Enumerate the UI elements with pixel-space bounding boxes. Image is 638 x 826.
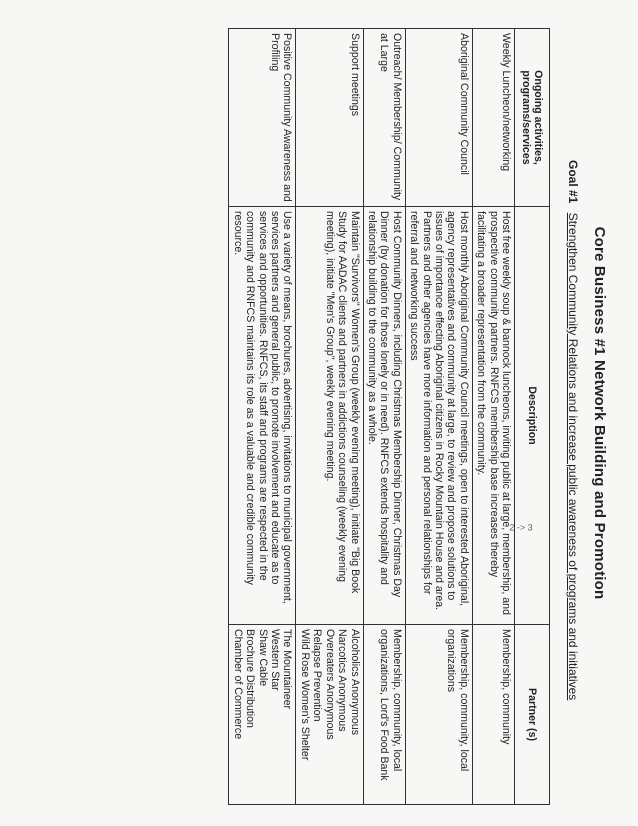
page-title: Core Business #1 Network Building and Promotion [591, 226, 608, 600]
activity-cell: Weekly Luncheon/networking [472, 29, 514, 207]
partner-item: Alcoholics Anonymous [348, 629, 361, 735]
margin-mark: 2 -> 3 [509, 522, 533, 533]
activities-table [228, 28, 550, 805]
table-row [363, 29, 405, 805]
column-header-partners: Partner (s) [515, 625, 550, 805]
table-header-row [515, 29, 550, 805]
partners-cell [229, 625, 296, 805]
partner-item: Shaw Cable [256, 629, 269, 687]
partners-cell [472, 625, 514, 805]
partners-cell [405, 625, 472, 805]
partners-cell [296, 625, 363, 805]
description-cell: Host monthly Aboriginal Community Council meetings, open to interested Aboriginal, agency representatives and community at large, to review and propose solutions to issues of importance effecting Aboriginal citizens in Rocky Mountain House and area. Partners and other agencies have more information and personal relationships for referral and networking success [405, 207, 472, 625]
goal-text: Strengthen Community Relations and increase public awareness of programs and initiatives [566, 212, 580, 701]
partner-item: Chamber of Commerce [231, 629, 244, 740]
table-row [296, 29, 363, 805]
description-cell: Use a variety of means, brochures, advertising, invitations to municipal government, services partners and general public, to promote involvement and educate as to services and opportunities. RNFCS, its staff and programs are respected in the community and RNFCS maintains its role as a valuable and credible community resource. [229, 207, 296, 625]
description-cell: Host free weekly soup & bannock luncheons, inviting public at large, membership, and prospective community partners. RNFCS membership base increases thereby facilitating a broader representation from the community. [472, 207, 514, 625]
description-cell: Host Community Dinners, including Christmas Membership Dinner, Christmas Day Dinner (by donation for those lonely or in need). RNFCS extends hospitality and relationship building to the community as a whole. [363, 207, 405, 625]
goal-label: Goal #1 [566, 160, 580, 204]
partner-item: Wild Rose Women's Shelter [298, 629, 311, 761]
activity-cell: Outreach/ Membership/ Community at Large [363, 29, 405, 207]
column-header-description: Description [515, 207, 550, 625]
partner-item: Relapse Prevention [311, 629, 324, 722]
activity-cell: Support meetings [296, 29, 363, 207]
table-row [472, 29, 514, 805]
goal-statement [566, 160, 580, 820]
partner-item: Narcotics Anonymous [336, 629, 349, 732]
partners-cell [363, 625, 405, 805]
partner-item: Western Star [269, 629, 282, 691]
partner-item: Membership, community, local organizations, Lord's Food Bank [378, 629, 403, 781]
column-header-activities: Ongoing activities, programs/services [515, 29, 550, 207]
partner-item: The Mountaineer [281, 629, 294, 710]
partner-item: Membership, community, local organizations [445, 629, 470, 772]
activity-cell: Aboriginal Community Council [405, 29, 472, 207]
table-row [405, 29, 472, 805]
table-row [229, 29, 296, 805]
description-cell: Maintain "Survivors" Women's Group (weekly evening meeting), initiate "Big Book Study for AADAC clients and partners in addictions counseling (weekly evening meeting), initiate "Men's Group", weekly evening meeting. [296, 207, 363, 625]
partner-item: Overeaters Anonymous [323, 629, 336, 740]
partner-item: Membership, community [500, 629, 512, 745]
partner-item: Brochure Distribution [244, 629, 257, 728]
activity-cell: Positive Community Awareness and Profiling [229, 29, 296, 207]
